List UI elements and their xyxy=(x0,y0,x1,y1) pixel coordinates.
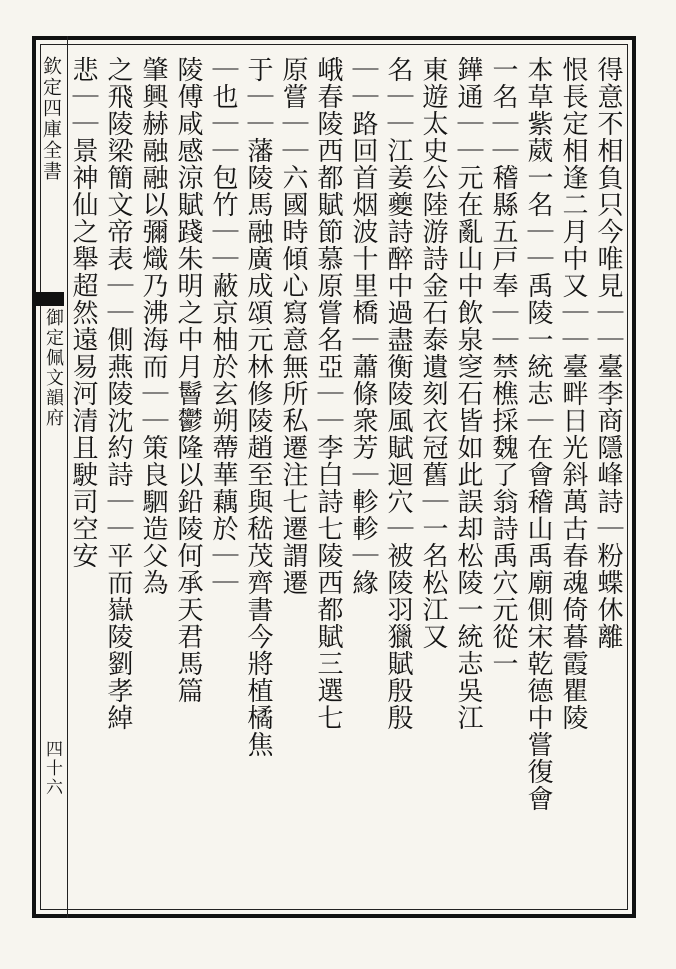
text-column-16: 悲｜｜景神仙之舉超然遠易河清且駛司空安 xyxy=(68,56,98,569)
text-column-8: ｜｜路回首烟波十里橋｜蕭條衆芳｜軫軫｜緣 xyxy=(348,56,378,596)
text-column-3: 本草紫葳一名｜｜禹陵一統志｜在會稽山禹廟側宋乾德中嘗復會 xyxy=(523,56,553,812)
margin-series-title: 欽定四庫全書 xyxy=(40,56,62,182)
text-column-11: 于｜｜藩陵馬融廣成頌元林修陵趙至與嵇茂齊書今將植橘焦 xyxy=(243,56,273,758)
margin-page-number: 四十六 xyxy=(42,740,62,797)
margin-book-title: 御定佩文韻府 xyxy=(43,308,64,428)
text-column-15: 之飛陵梁簡文帝表｜｜側燕陵沈約詩｜｜平而嶽陵劉孝綽 xyxy=(103,56,133,731)
text-column-9: 峨春陵西都賦節慕原嘗名亞｜｜李白詩七陵西都賦三選七 xyxy=(313,56,343,731)
text-column-10: 原嘗｜｜六國時傾心寫意無所私遷注七遷謂遷 xyxy=(278,56,308,596)
text-column-14: 肇興赫融融以彌熾乃沸海而｜｜策良駟造父為 xyxy=(138,56,168,596)
text-column-4: 一名｜｜稽縣五戸奉｜｜禁樵採魏了翁詩禹穴元從一 xyxy=(488,56,518,677)
text-column-7: 名｜｜江姜夔詩醉中過盡衡陵風賦迴穴｜被陵羽獵賦殷殷 xyxy=(383,56,413,731)
text-column-1: 得意不相負只今唯見｜｜臺李商隱峰詩｜粉蝶休離 xyxy=(593,56,623,650)
text-column-5: 鏵通｜｜元在亂山中飲泉窆石皆如此誤却松陵一統志吳江 xyxy=(453,56,483,731)
text-column-2: 恨長定相逢二月中又｜｜臺畔日光斜萬古春魂倚暮霞瞿陵 xyxy=(558,56,588,731)
text-column-13: 陵傅咸感涼賦踐朱明之中月鬙鬱隆以鉛陵何承天君馬篇 xyxy=(173,56,203,704)
text-column-12: ｜也｜｜包竹｜｜蔽京柚於玄朔蔕華藕於｜｜ xyxy=(208,56,238,596)
text-column-6: 東遊太史公陸游詩金石泰遺刻衣冠舊｜一名松江又 xyxy=(418,56,448,650)
